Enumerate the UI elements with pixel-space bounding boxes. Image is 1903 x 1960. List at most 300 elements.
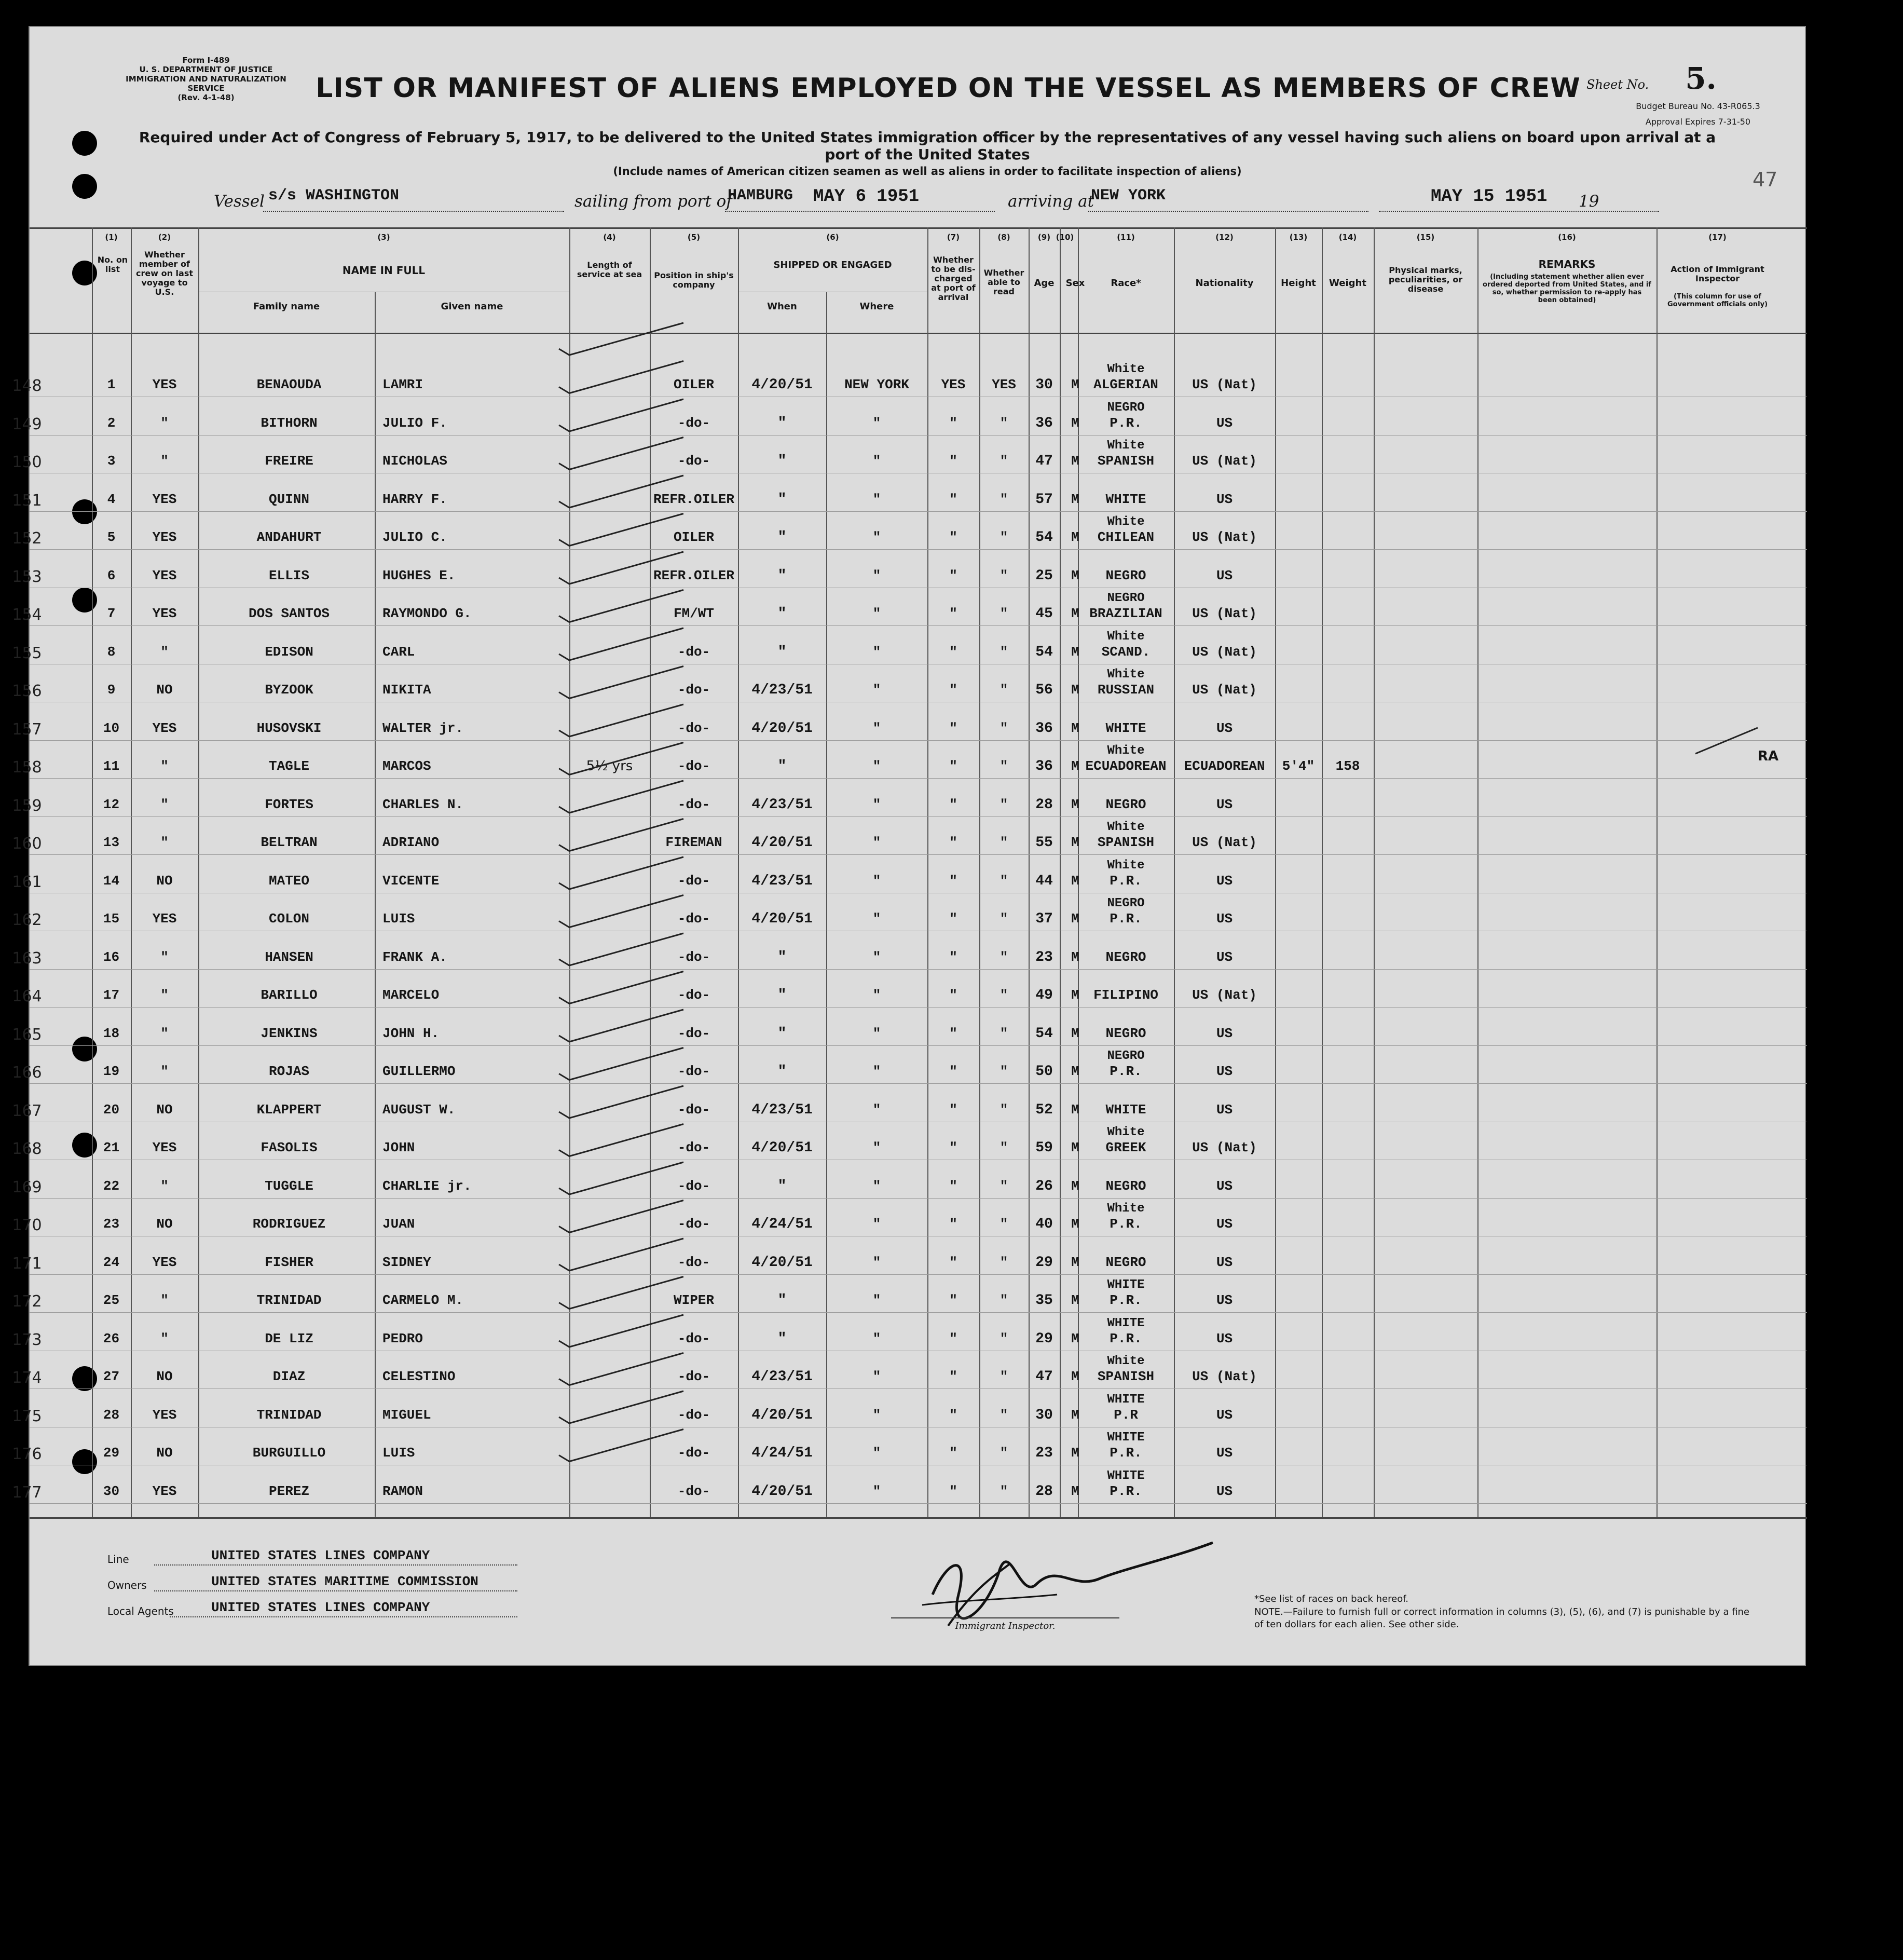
- shipped-when: 4/23/51: [751, 1101, 813, 1118]
- header-family-name: Family name: [253, 301, 320, 312]
- row-ref-number: 160: [12, 835, 42, 853]
- race: P.R.: [1110, 1445, 1142, 1461]
- row-number: 19: [103, 1064, 120, 1079]
- age: 25: [1035, 567, 1053, 584]
- race-qualifier: White: [1107, 744, 1145, 758]
- given-name: SIDNEY: [382, 1254, 431, 1270]
- sex: M: [1071, 1330, 1079, 1346]
- header-no-on-list: No. on list: [97, 255, 128, 274]
- shipped-where: ": [872, 1140, 881, 1155]
- shipped-where: ": [872, 1369, 881, 1384]
- punch-hole: [72, 131, 97, 156]
- nationality: US (Nat): [1192, 682, 1257, 698]
- nationality: US (Nat): [1192, 1369, 1257, 1384]
- able-to-read: ": [1000, 873, 1008, 889]
- shipped-when: ": [777, 1330, 787, 1347]
- discharged: ": [949, 1178, 957, 1194]
- race: SCAND.: [1101, 644, 1151, 660]
- given-name: RAMON: [382, 1483, 423, 1499]
- shipped-where: ": [872, 529, 881, 545]
- race-qualifier: NEGRO: [1107, 591, 1145, 605]
- discharged: ": [949, 644, 957, 660]
- sex: M: [1071, 1483, 1079, 1499]
- discharged: ": [949, 1101, 957, 1118]
- row-number: 22: [103, 1178, 120, 1194]
- race: SPANISH: [1097, 835, 1155, 850]
- shipped-when: 4/23/51: [751, 796, 813, 813]
- given-name: HUGHES E.: [382, 567, 456, 583]
- age: 28: [1035, 1483, 1053, 1500]
- nationality: US: [1216, 1292, 1233, 1308]
- column-number: (5): [687, 233, 701, 242]
- inspector-label: Immigrant Inspector.: [955, 1621, 1056, 1631]
- shipped-when: ": [777, 1292, 787, 1309]
- column-number: (13): [1289, 233, 1308, 242]
- discharged: ": [949, 1140, 957, 1155]
- able-to-read: ": [1000, 1101, 1008, 1118]
- column-number: (10): [1056, 233, 1074, 242]
- race-qualifier: NEGRO: [1107, 400, 1145, 415]
- race-qualifier: White: [1107, 1125, 1145, 1139]
- row-ref-number: 163: [12, 949, 42, 968]
- crew-last-voyage: ": [160, 453, 169, 469]
- able-to-read: ": [1000, 453, 1008, 469]
- sex: M: [1071, 644, 1079, 660]
- position: -do-: [677, 1025, 710, 1041]
- length-of-service: 5½ yrs: [586, 758, 633, 774]
- header-discharged: Whether to be dis-charged at port of arrival: [931, 255, 976, 302]
- sailing-port: HAMBURG: [728, 187, 793, 205]
- crew-last-voyage: ": [160, 987, 169, 1003]
- race-qualifier: White: [1107, 1202, 1145, 1216]
- position: OILER: [673, 377, 714, 392]
- able-to-read: ": [1000, 415, 1008, 431]
- given-name: ADRIANO: [382, 835, 440, 850]
- row-ref-number: 170: [12, 1216, 42, 1234]
- line-label: Line: [107, 1553, 129, 1566]
- row-ref-number: 174: [12, 1369, 42, 1387]
- header-action-inspector: Action of Immigrant Inspector: [1671, 264, 1764, 283]
- sex: M: [1071, 873, 1079, 889]
- sex: M: [1071, 1445, 1079, 1461]
- sex: M: [1071, 1254, 1079, 1270]
- row-ref-number: 152: [12, 529, 42, 548]
- race-qualifier: White: [1107, 858, 1145, 873]
- shipped-when: 4/24/51: [751, 1216, 813, 1232]
- race-qualifier: White: [1107, 362, 1145, 376]
- discharged: ": [949, 758, 957, 774]
- able-to-read: ": [1000, 1140, 1008, 1155]
- nationality: US (Nat): [1192, 453, 1257, 469]
- discharged: YES: [941, 377, 966, 392]
- shipped-where: ": [872, 987, 881, 1003]
- race-qualifier: White: [1107, 515, 1145, 529]
- row-number: 20: [103, 1101, 120, 1118]
- able-to-read: ": [1000, 1254, 1008, 1270]
- able-to-read: ": [1000, 1025, 1008, 1041]
- shipped-where: NEW YORK: [844, 377, 909, 392]
- family-name: BARILLO: [261, 987, 318, 1003]
- sex: M: [1071, 682, 1079, 698]
- column-number: (11): [1117, 233, 1135, 242]
- nationality: US: [1216, 873, 1233, 889]
- row-number: 5: [107, 529, 116, 545]
- owners-value: UNITED STATES MARITIME COMMISSION: [211, 1574, 478, 1589]
- position: FIREMAN: [665, 835, 722, 850]
- shipped-when: ": [777, 453, 787, 469]
- row-number: 25: [103, 1292, 120, 1308]
- age: 36: [1035, 415, 1053, 431]
- header-position: Position in ship's company: [654, 270, 734, 290]
- nationality: US (Nat): [1192, 377, 1257, 392]
- able-to-read: ": [1000, 529, 1008, 545]
- family-name: BITHORN: [261, 415, 318, 431]
- row-number: 30: [103, 1483, 120, 1499]
- able-to-read: ": [1000, 1216, 1008, 1232]
- column-number: (4): [603, 233, 616, 242]
- given-name: CARL: [382, 644, 415, 660]
- row-number: 12: [103, 796, 120, 812]
- age: 40: [1035, 1216, 1053, 1232]
- crew-last-voyage: YES: [152, 1140, 177, 1155]
- family-name: HUSOVSKI: [256, 720, 322, 736]
- race-qualifier: WHITE: [1107, 1468, 1145, 1483]
- nationality: US: [1216, 720, 1233, 736]
- given-name: AUGUST W.: [382, 1101, 456, 1118]
- age: 54: [1035, 529, 1053, 546]
- position: -do-: [677, 1407, 710, 1423]
- sex: M: [1071, 987, 1079, 1003]
- given-name: JUAN: [382, 1216, 415, 1232]
- shipped-when: 4/20/51: [751, 1483, 813, 1500]
- given-name: JOHN: [382, 1140, 415, 1155]
- header-able-to-read: Whether able to read: [983, 268, 1024, 296]
- age: 54: [1035, 1025, 1053, 1042]
- family-name: FORTES: [265, 796, 313, 812]
- race: CHILEAN: [1097, 529, 1155, 545]
- race-qualifier: White: [1107, 820, 1145, 834]
- discharged: ": [949, 491, 957, 507]
- shipped-where: ": [872, 1064, 881, 1079]
- crew-last-voyage: YES: [152, 491, 177, 507]
- nationality: US: [1216, 1178, 1233, 1194]
- header-remarks-sub: (Including statement whether alien ever ordered deported from United States, and if so, whether permission to re-apply has been obtained): [1483, 273, 1651, 304]
- discharged: ": [949, 1407, 957, 1423]
- column-divider: [1322, 227, 1323, 1517]
- crew-last-voyage: YES: [152, 1407, 177, 1423]
- crew-last-voyage: NO: [156, 1101, 173, 1118]
- family-name: COLON: [268, 911, 309, 927]
- family-name: EDISON: [265, 644, 313, 660]
- shipped-when: 4/24/51: [751, 1445, 813, 1461]
- manifest-sheet: [12, 26, 1806, 1666]
- family-name: TRINIDAD: [256, 1292, 322, 1308]
- crew-last-voyage: YES: [152, 606, 177, 621]
- crew-last-voyage: YES: [152, 377, 177, 392]
- column-number: (7): [947, 233, 960, 242]
- given-name: MIGUEL: [382, 1407, 431, 1423]
- family-name: MATEO: [268, 873, 309, 889]
- race: P.R.: [1110, 1064, 1142, 1079]
- family-name: ROJAS: [268, 1064, 309, 1079]
- shipped-where: ": [872, 1445, 881, 1461]
- race-qualifier: White: [1107, 439, 1145, 453]
- row-ref-number: 167: [12, 1101, 42, 1120]
- crew-last-voyage: YES: [152, 529, 177, 545]
- column-number: (8): [997, 233, 1010, 242]
- age: 54: [1035, 644, 1053, 660]
- able-to-read: ": [1000, 987, 1008, 1003]
- discharged: ": [949, 606, 957, 621]
- row-ref-number: 158: [12, 758, 42, 777]
- family-name: PEREZ: [268, 1483, 309, 1499]
- crew-last-voyage: ": [160, 1178, 169, 1194]
- crew-last-voyage: ": [160, 1025, 169, 1041]
- shipped-where: ": [872, 644, 881, 660]
- age: 35: [1035, 1292, 1053, 1309]
- able-to-read: ": [1000, 835, 1008, 850]
- shipped-when: 4/23/51: [751, 682, 813, 698]
- given-name: WALTER jr.: [382, 720, 464, 736]
- able-to-read: ": [1000, 1292, 1008, 1308]
- row-number: 23: [103, 1216, 120, 1232]
- given-name: JULIO F.: [382, 415, 447, 431]
- header-physical-marks: Physical marks, peculiarities, or disease: [1388, 265, 1463, 294]
- shipped-where: ": [872, 1254, 881, 1270]
- race: P.R.: [1110, 911, 1142, 927]
- row-ref-number: 156: [12, 682, 42, 700]
- family-name: ELLIS: [268, 567, 309, 583]
- position: -do-: [677, 1254, 710, 1270]
- nationality: ECUADOREAN: [1184, 758, 1265, 774]
- crew-last-voyage: NO: [156, 873, 173, 889]
- shipped-where: ": [872, 1101, 881, 1118]
- crew-last-voyage: ": [160, 1064, 169, 1079]
- column-number: (2): [158, 233, 171, 242]
- discharged: ": [949, 567, 957, 583]
- sex: M: [1071, 1178, 1079, 1194]
- header-name-in-full: NAME IN FULL: [342, 264, 426, 277]
- row-number: 18: [103, 1025, 120, 1041]
- column-divider: [1656, 227, 1658, 1517]
- race: SPANISH: [1097, 453, 1155, 469]
- race: NEGRO: [1105, 1178, 1146, 1194]
- race: P.R.: [1110, 1216, 1142, 1232]
- header-remarks: REMARKS: [1538, 258, 1596, 270]
- row-number: 1: [107, 377, 116, 392]
- race-qualifier: White: [1107, 668, 1145, 682]
- family-name: ANDAHURT: [256, 529, 322, 545]
- position: -do-: [677, 1216, 710, 1232]
- shipped-when: 4/23/51: [751, 1369, 813, 1385]
- able-to-read: ": [1000, 1064, 1008, 1079]
- given-name: VICENTE: [382, 873, 440, 889]
- position: WIPER: [673, 1292, 714, 1308]
- budget-bureau-info: Budget Bureau No. 43-R065.3 Approval Expires 7-31-50: [1636, 101, 1760, 127]
- shipped-where: ": [872, 1292, 881, 1308]
- shipped-where: ": [872, 1407, 881, 1423]
- able-to-read: ": [1000, 1445, 1008, 1461]
- row-number: 7: [107, 606, 116, 621]
- position: -do-: [677, 1445, 710, 1461]
- sex: M: [1071, 835, 1079, 850]
- nationality: US: [1216, 415, 1233, 431]
- shipped-where: ": [872, 949, 881, 965]
- sex: M: [1071, 453, 1079, 469]
- shipped-where: ": [872, 1216, 881, 1232]
- sailing-label: sailing from port of: [574, 192, 732, 211]
- crew-last-voyage: YES: [152, 1254, 177, 1270]
- age: 29: [1035, 1330, 1053, 1347]
- age: 36: [1035, 720, 1053, 737]
- row-ref-number: 176: [12, 1445, 42, 1463]
- given-name: NIKITA: [382, 682, 431, 698]
- discharged: ": [949, 529, 957, 545]
- race: P.R.: [1110, 1292, 1142, 1308]
- column-number: (12): [1215, 233, 1234, 242]
- crew-last-voyage: YES: [152, 567, 177, 583]
- given-name: CARMELO M.: [382, 1292, 464, 1308]
- row-ref-number: 171: [12, 1254, 42, 1273]
- position: -do-: [677, 1178, 710, 1194]
- crew-last-voyage: ": [160, 949, 169, 965]
- column-number: (16): [1558, 233, 1576, 242]
- shipped-when: 4/20/51: [751, 1254, 813, 1271]
- row-ref-number: 169: [12, 1178, 42, 1196]
- race: SPANISH: [1097, 1369, 1155, 1384]
- shipped-where: ": [872, 606, 881, 621]
- shipped-where: ": [872, 1025, 881, 1041]
- given-name: CELESTINO: [382, 1369, 456, 1384]
- height: 5'4": [1282, 758, 1315, 774]
- shipped-when: ": [777, 567, 787, 584]
- position: -do-: [677, 1140, 710, 1155]
- sex: M: [1071, 758, 1079, 774]
- family-name: FREIRE: [265, 453, 313, 469]
- crew-last-voyage: NO: [156, 1369, 173, 1384]
- crew-last-voyage: ": [160, 644, 169, 660]
- given-name: LUIS: [382, 1445, 415, 1461]
- column-divider: [1374, 227, 1375, 1517]
- position: -do-: [677, 949, 710, 965]
- discharged: ": [949, 1292, 957, 1308]
- race: P.R.: [1110, 415, 1142, 431]
- nationality: US: [1216, 567, 1233, 583]
- nationality: US: [1216, 1025, 1233, 1041]
- sex: M: [1071, 949, 1079, 965]
- crew-last-voyage: ": [160, 796, 169, 812]
- crew-last-voyage: YES: [152, 720, 177, 736]
- shipped-when: ": [777, 949, 787, 965]
- row-number: 28: [103, 1407, 120, 1423]
- position: -do-: [677, 758, 710, 774]
- position: -do-: [677, 987, 710, 1003]
- age: 29: [1035, 1254, 1053, 1271]
- nationality: US (Nat): [1192, 644, 1257, 660]
- shipped-where: ": [872, 453, 881, 469]
- age: 47: [1035, 1369, 1053, 1385]
- race-qualifier: NEGRO: [1107, 1049, 1145, 1063]
- discharged: ": [949, 1445, 957, 1461]
- race-qualifier: WHITE: [1107, 1392, 1145, 1407]
- discharged: ": [949, 796, 957, 812]
- position: FM/WT: [673, 606, 714, 621]
- column-divider: [198, 227, 199, 1517]
- race: NEGRO: [1105, 567, 1146, 583]
- row-ref-number: 151: [12, 491, 42, 510]
- penalty-note: NOTE.—Failure to furnish full or correct information in columns (3), (5), (6), and (7) is punishable by a fine of ten dollars for each alien. See other side.: [1254, 1607, 1750, 1630]
- shipped-when: ": [777, 1178, 787, 1194]
- discharged: ": [949, 1330, 957, 1346]
- position: -do-: [677, 911, 710, 927]
- row-number: 17: [103, 987, 120, 1003]
- given-name: MARCOS: [382, 758, 431, 774]
- family-name: BELTRAN: [261, 835, 318, 850]
- shipped-when: 4/20/51: [751, 1407, 813, 1423]
- age: 50: [1035, 1064, 1053, 1080]
- discharged: ": [949, 1216, 957, 1232]
- position: -do-: [677, 720, 710, 736]
- row-ref-number: 157: [12, 720, 42, 739]
- vessel-label: Vessel: [214, 192, 265, 211]
- family-name: TUGGLE: [265, 1178, 313, 1194]
- sex: M: [1071, 796, 1079, 812]
- sex: M: [1071, 1407, 1079, 1423]
- race: NEGRO: [1105, 796, 1146, 812]
- row-number: 24: [103, 1254, 120, 1270]
- age: 56: [1035, 682, 1053, 698]
- race: P.R.: [1110, 873, 1142, 889]
- crew-last-voyage: NO: [156, 1445, 173, 1461]
- header-given-name: Given name: [441, 301, 503, 312]
- position: -do-: [677, 796, 710, 812]
- crew-last-voyage: NO: [156, 682, 173, 698]
- family-name: DE LIZ: [265, 1330, 313, 1346]
- discharged: ": [949, 1254, 957, 1270]
- discharged: ": [949, 682, 957, 698]
- race: NEGRO: [1105, 1025, 1146, 1041]
- age: 23: [1035, 949, 1053, 965]
- discharged: ": [949, 1369, 957, 1384]
- nationality: US (Nat): [1192, 606, 1257, 621]
- sex: M: [1071, 720, 1079, 736]
- position: REFR.OILER: [653, 567, 735, 583]
- position: -do-: [677, 1483, 710, 1499]
- sex: M: [1071, 529, 1079, 545]
- able-to-read: ": [1000, 758, 1008, 774]
- race: P.R.: [1110, 1330, 1142, 1346]
- row-ref-number: 149: [12, 415, 42, 433]
- row-number: 26: [103, 1330, 120, 1346]
- nationality: US: [1216, 491, 1233, 507]
- able-to-read: YES: [992, 377, 1016, 392]
- form-identifier: Form I-489 U. S. DEPARTMENT OF JUSTICE IMMIGRATION AND NATURALIZATION SERVICE (Rev. 4-1-48): [126, 56, 286, 102]
- row-ref-number: 153: [12, 567, 42, 586]
- discharged: ": [949, 949, 957, 965]
- family-name: RODRIGUEZ: [252, 1216, 326, 1232]
- family-name: TAGLE: [268, 758, 309, 774]
- row-ref-number: 159: [12, 796, 42, 815]
- weight: 158: [1335, 758, 1360, 774]
- able-to-read: ": [1000, 644, 1008, 660]
- race: BRAZILIAN: [1089, 606, 1162, 621]
- able-to-read: ": [1000, 949, 1008, 965]
- nationality: US: [1216, 949, 1233, 965]
- race: NEGRO: [1105, 1254, 1146, 1270]
- family-name: BENAOUDA: [256, 377, 322, 392]
- row-ref-number: 172: [12, 1292, 42, 1311]
- row-number: 8: [107, 644, 116, 660]
